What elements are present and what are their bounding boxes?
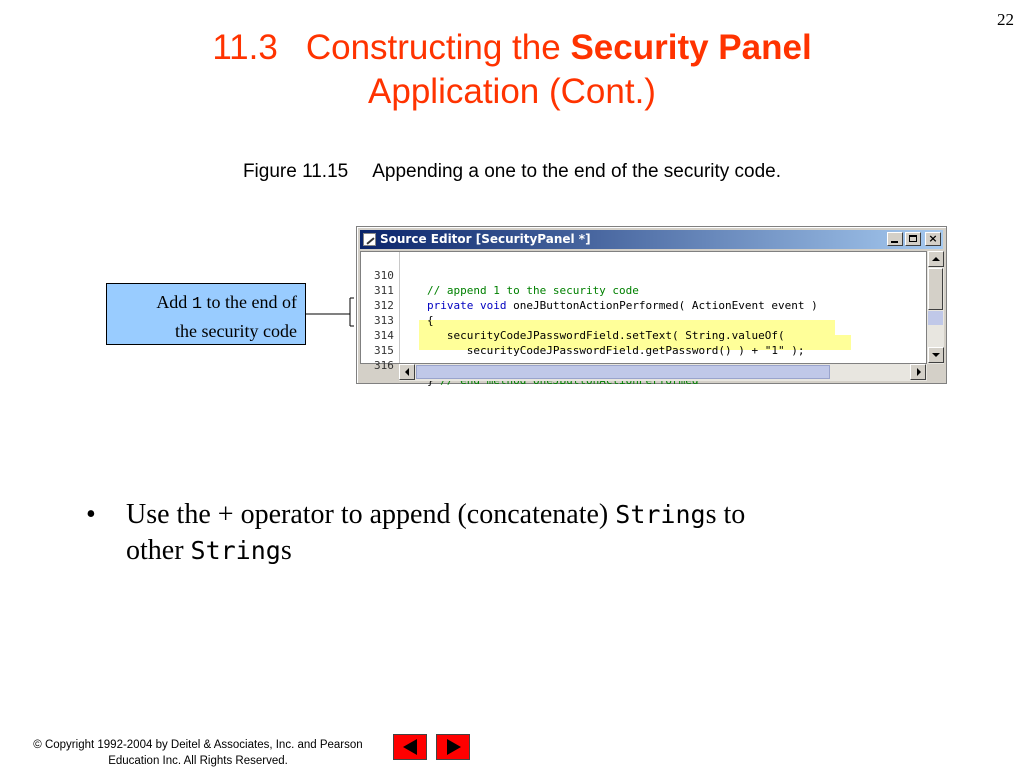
title-section-number: 11.3 — [212, 28, 278, 67]
bullet-part-4: other — [126, 535, 191, 566]
line-number: 316 — [374, 359, 394, 372]
line-number: 313 — [374, 314, 394, 327]
bullet-part-1: Use the — [126, 499, 218, 530]
vertical-scroll-track[interactable] — [928, 311, 943, 325]
bullet-part-3: s to — [705, 499, 746, 530]
app-icon — [363, 233, 376, 246]
copyright-line-2: Education Inc. All Rights Reserved. — [108, 755, 288, 767]
scroll-right-button[interactable] — [910, 364, 926, 380]
bullet-plus: + — [217, 499, 234, 530]
callout-connector — [306, 296, 356, 330]
bullet-text — [126, 497, 926, 569]
callout-prefix: Add — [156, 292, 192, 312]
close-icon: × — [928, 232, 938, 245]
line-number: 311 — [374, 284, 394, 297]
title-line-2: Application (Cont.) — [368, 72, 656, 111]
arrow-down-icon — [932, 353, 940, 357]
vertical-scrollbar[interactable] — [927, 251, 944, 364]
bullet-marker: • — [86, 499, 96, 530]
page-number: 22 — [997, 10, 1014, 29]
figure-number: Figure 11.15 — [242, 161, 349, 182]
prev-slide-icon — [403, 739, 417, 755]
scroll-down-button[interactable] — [928, 347, 944, 363]
window-title: Source Editor [SecurityPanel *] — [380, 232, 591, 246]
figure-text: Appending a one to the end of the security code. — [372, 161, 782, 182]
figure-caption — [0, 161, 1024, 183]
copyright-line-1: © Copyright 1992-2004 by Deitel & Associates, Inc. and Pearson — [33, 739, 363, 751]
callout-box — [106, 283, 306, 345]
arrow-up-icon — [932, 257, 940, 261]
source-editor-window — [356, 226, 947, 384]
keyword: private void — [427, 299, 507, 312]
scroll-up-button[interactable] — [928, 251, 944, 267]
maximize-button[interactable] — [905, 232, 921, 246]
callout-suffix: to the end of — [202, 292, 297, 312]
bullet-code-2: String — [190, 536, 281, 565]
close-button[interactable] — [925, 232, 941, 246]
bullet-code-1: String — [615, 500, 706, 529]
line-number: 315 — [374, 344, 394, 357]
arrow-right-icon — [917, 368, 921, 376]
line-text: { — [427, 314, 434, 327]
horizontal-scroll-thumb[interactable] — [416, 365, 830, 379]
arrow-left-icon — [405, 368, 409, 376]
copyright-notice — [8, 737, 388, 769]
slide-title — [0, 26, 1024, 114]
bullet-part-5: s — [280, 535, 292, 566]
bullet-part-2: operator to append (concatenate) — [233, 499, 616, 530]
code-text: oneJButtonActionPerformed( ActionEvent event ) — [506, 299, 818, 312]
line-text: // append 1 to the security code — [427, 284, 639, 297]
callout-code: 1 — [191, 295, 203, 314]
line-text: securityCodeJPasswordField.setText( String.valueOf( — [427, 329, 785, 342]
prev-slide-button[interactable] — [393, 734, 427, 760]
callout-line-1 — [107, 289, 297, 318]
title-bold: Security Panel — [570, 28, 812, 67]
code-editor[interactable] — [360, 251, 927, 372]
line-number: 312 — [374, 299, 394, 312]
window-titlebar[interactable] — [360, 230, 943, 249]
vertical-scroll-thumb[interactable] — [928, 268, 943, 310]
next-slide-button[interactable] — [436, 734, 470, 760]
code-line — [361, 343, 928, 372]
horizontal-scrollbar[interactable] — [399, 364, 927, 381]
scroll-left-button[interactable] — [399, 364, 415, 380]
line-text: securityCodeJPasswordField.getPassword() ) + "1" ); — [427, 344, 805, 357]
title-line-1 — [0, 26, 1024, 70]
callout-line-2: the security code — [175, 321, 297, 341]
next-slide-icon — [447, 739, 461, 755]
minimize-button[interactable] — [887, 232, 903, 246]
line-number: 314 — [374, 329, 394, 342]
title-prefix: Constructing the — [305, 28, 561, 67]
line-number: 310 — [374, 269, 394, 282]
